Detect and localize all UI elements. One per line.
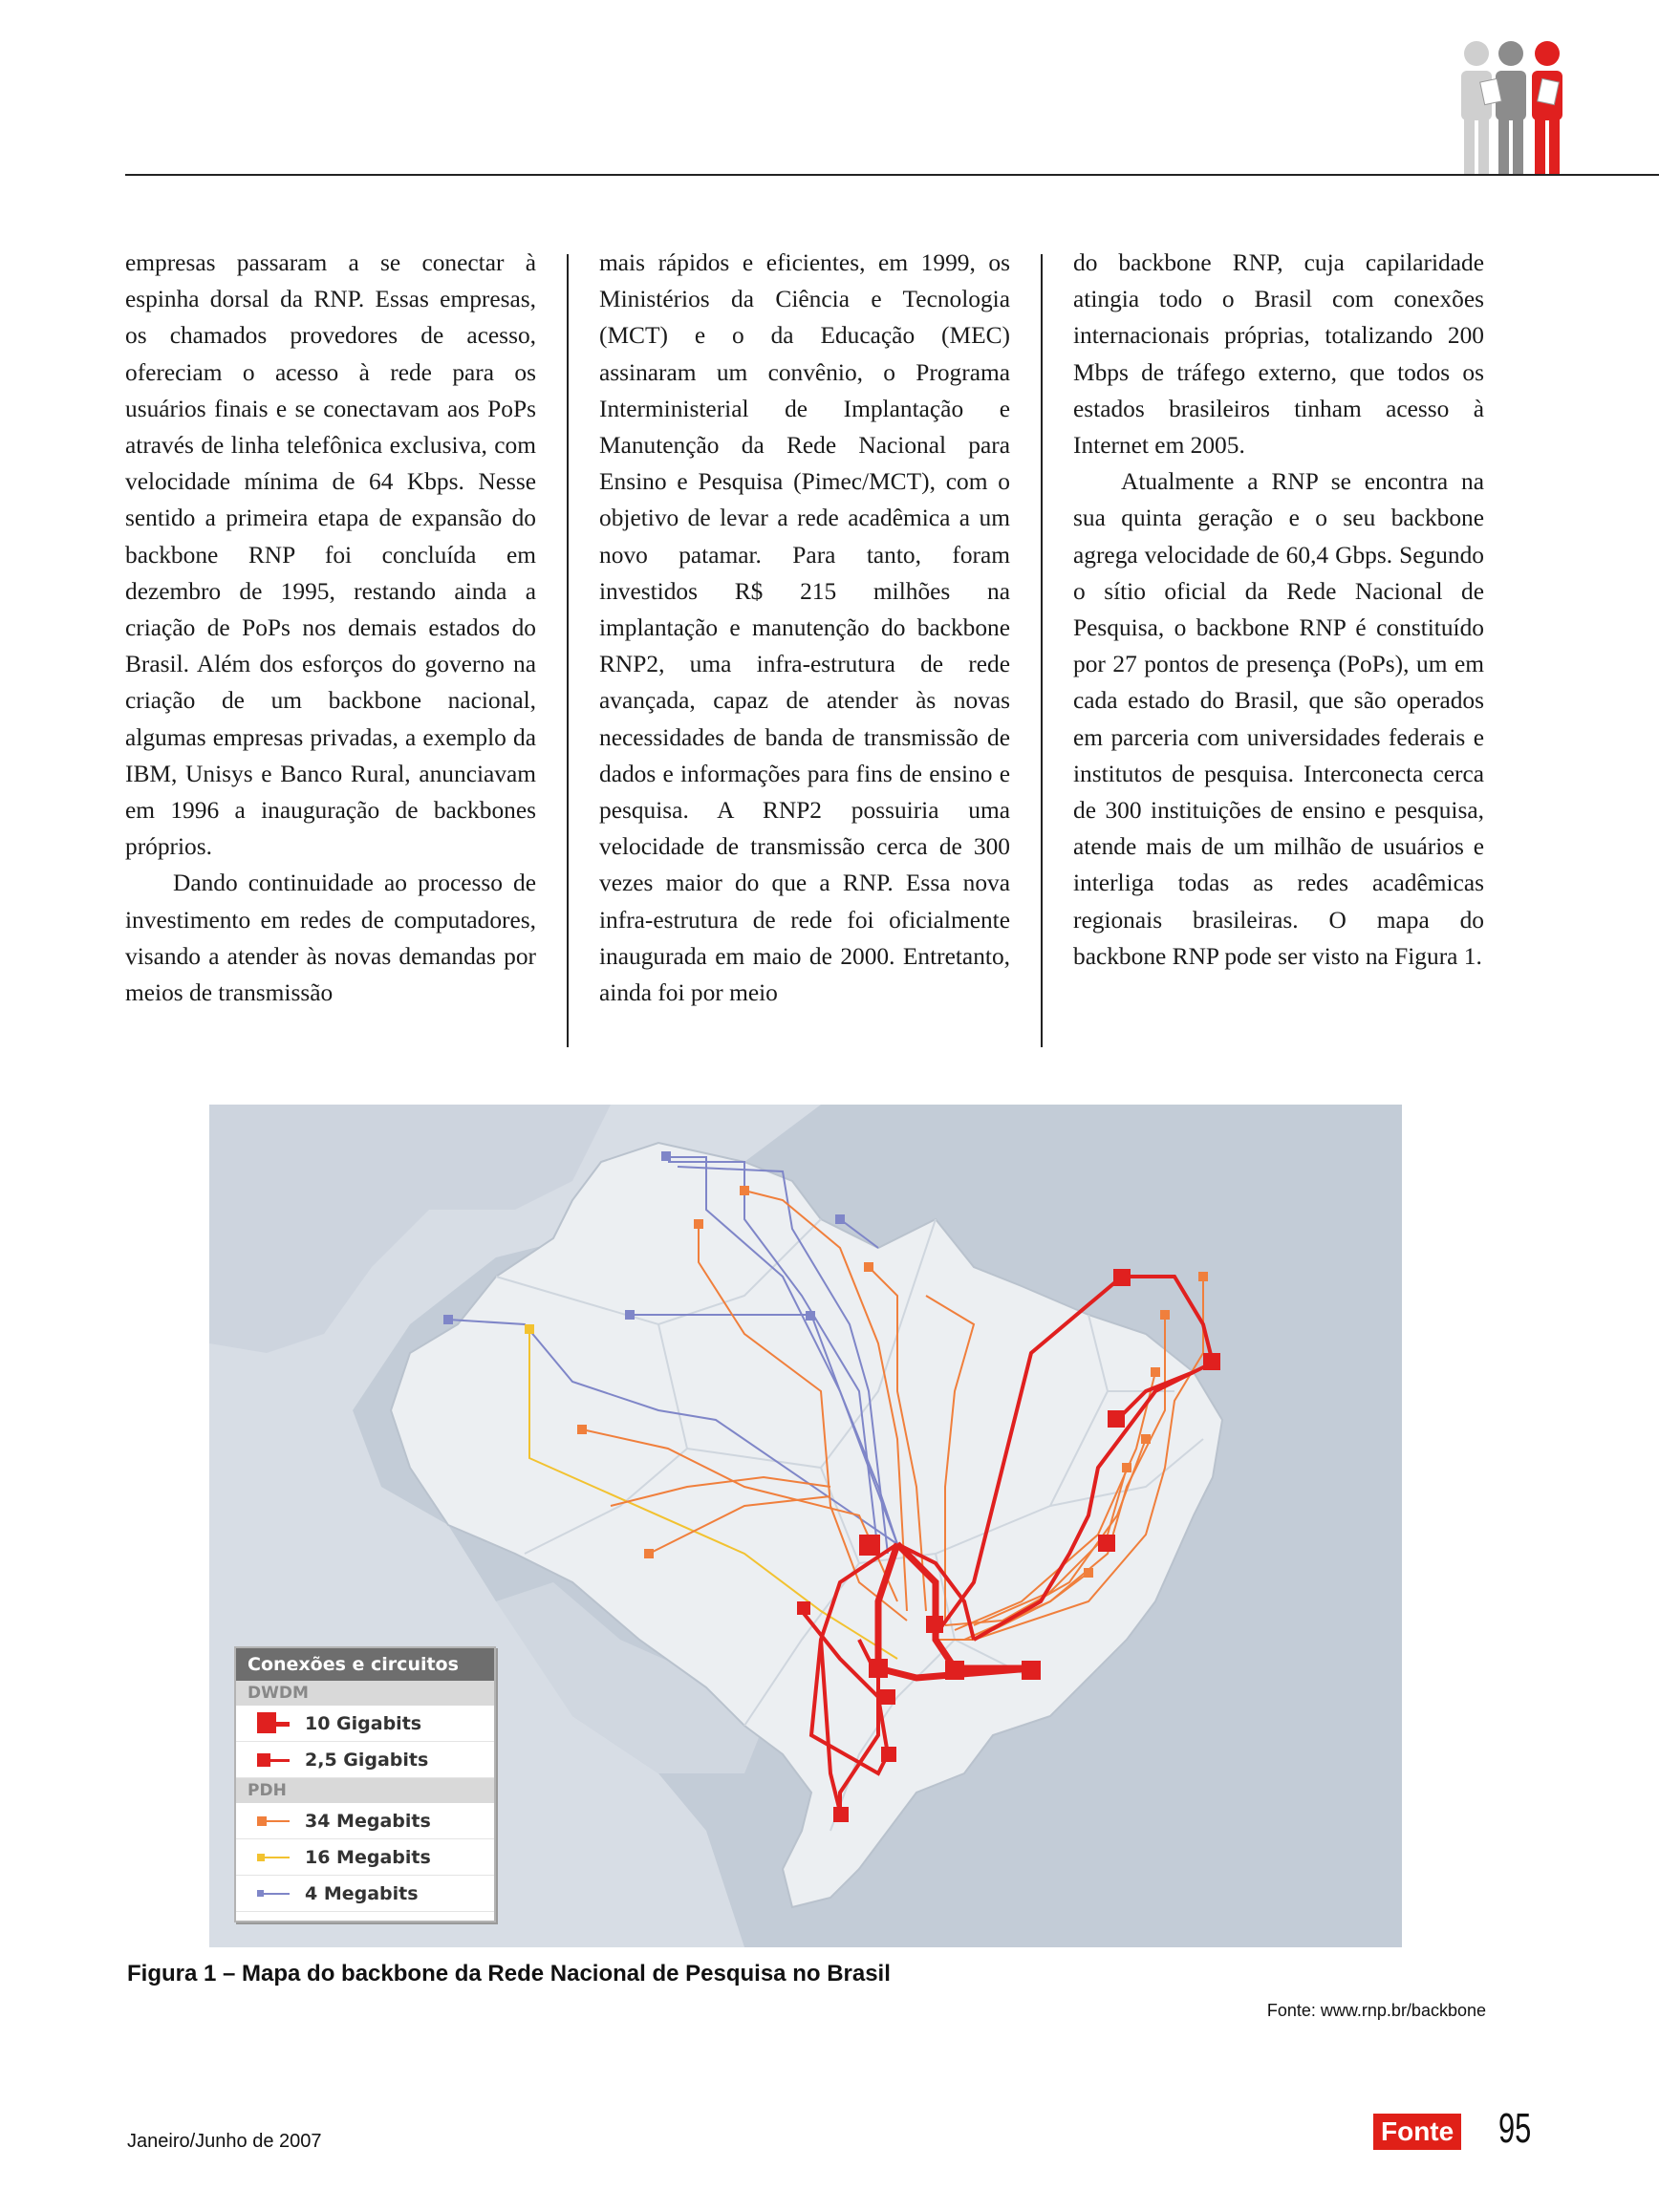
header-rule [125,174,1659,176]
legend-item-label: 34 Megabits [305,1811,431,1832]
legend-item [236,1706,494,1742]
page-number: 95 [1498,2105,1532,2152]
figure-caption: Figura 1 – Mapa do backbone da Rede Nacional de Pesquisa no Brasil [127,1961,891,1987]
legend-item-label: 2,5 Gigabits [305,1750,429,1771]
legend-group-pdh: PDH [236,1778,494,1803]
paragraph: empresas passaram a se conectar à espinha dorsal da RNP. Essas empresas, os chamados provedores de acesso, ofereciam o acesso à rede para os usuários finais e se conectavam aos PoPs através de linha telefônica exclusiva, com velocidade mínima de 64 Kbps. Nesse sentido a primeira etapa de expansão do backbone RNP foi concluída em dezembro de 1995, restando ainda a criação de PoPs nos demais estados do Brasil. Além dos esforços do governo na criação de um backbone nacional, algumas empresas privadas, a exemplo da IBM, Unisys e Banco Rural, anunciavam em 1996 a inauguração de backbones próprios. [125,249,536,861]
legend-item-label: 10 Gigabits [305,1713,422,1734]
map-legend [234,1646,496,1922]
backbone-map-figure [209,1105,1402,1947]
footer-date: Janeiro/Junho de 2007 [127,2131,322,2152]
column-1 [125,245,536,1011]
column-3 [1073,245,1484,975]
legend-item [236,1803,494,1839]
legend-item [236,1742,494,1778]
legend-item-label: 4 Megabits [305,1883,419,1904]
legend-group-dwdm: DWDM [236,1681,494,1706]
paragraph: Atualmente a RNP se encontra na sua quinta geração e o seu backbone agrega velocidade de 60,4 Gbps. Segundo o sítio oficial da Rede Nacional de Pesquisa, o backbone RNP é constituído por 27 pontos de presença (PoPs), um em cada estado do Brasil, que são operados em parceria com universidades federais e institutos de pesquisa. Interconecta cerca de 300 instituições de ensino e pesquisa, atende mais de um milhão de usuários e interliga todas as redes acadêmicas regionais brasileiras. O mapa do backbone RNP pode ser visto na Figura 1. [1073,468,1484,970]
legend-item-label: 16 Megabits [305,1847,431,1868]
legend-title: Conexões e circuitos [236,1648,494,1681]
legend-item [236,1876,494,1912]
paragraph: do backbone RNP, cuja capilaridade atingia todo o Brasil com conexões internacionais próprias, totalizando 200 Mbps de tráfego externo, que todos os estados brasileiros tinham acesso à Internet em 2005. [1073,249,1484,460]
people-logo-icon [1448,38,1582,177]
article-body [125,245,1486,1047]
column-2 [599,245,1010,1011]
column-divider [567,254,569,1047]
column-divider [1041,254,1043,1047]
paragraph: mais rápidos e eficientes, em 1999, os Ministérios da Ciência e Tecnologia (MCT) e o da Educação (MEC) assinaram um convênio, o Programa Interministerial de Implantação e Manutenção da Rede Nacional para Ensino e Pesquisa (Pimec/MCT), com o objetivo de levar a rede acadêmica a um novo patamar. Para tanto, foram investidos R$ 215 milhões na implantação e manutenção do backbone RNP2, uma infra-estrutura de rede avançada, capaz de atender às novas necessidades de banda de transmissão de dados e informações para fins de ensino e pesquisa. A RNP2 possuiria uma velocidade de transmissão cerca de 300 vezes maior do que a RNP. Essa nova infra-estrutura de rede foi oficialmente inaugurada em maio de 2000. Entretanto, ainda foi por meio [599,249,1010,1007]
brand-logo: Fonte [1373,2114,1461,2150]
figure-source: Fonte: www.rnp.br/backbone [1266,2001,1486,2020]
paragraph: Dando continuidade ao processo de investimento em redes de computadores, visando a atender às novas demandas por meios de transmissão [125,870,536,1007]
legend-item [236,1839,494,1876]
